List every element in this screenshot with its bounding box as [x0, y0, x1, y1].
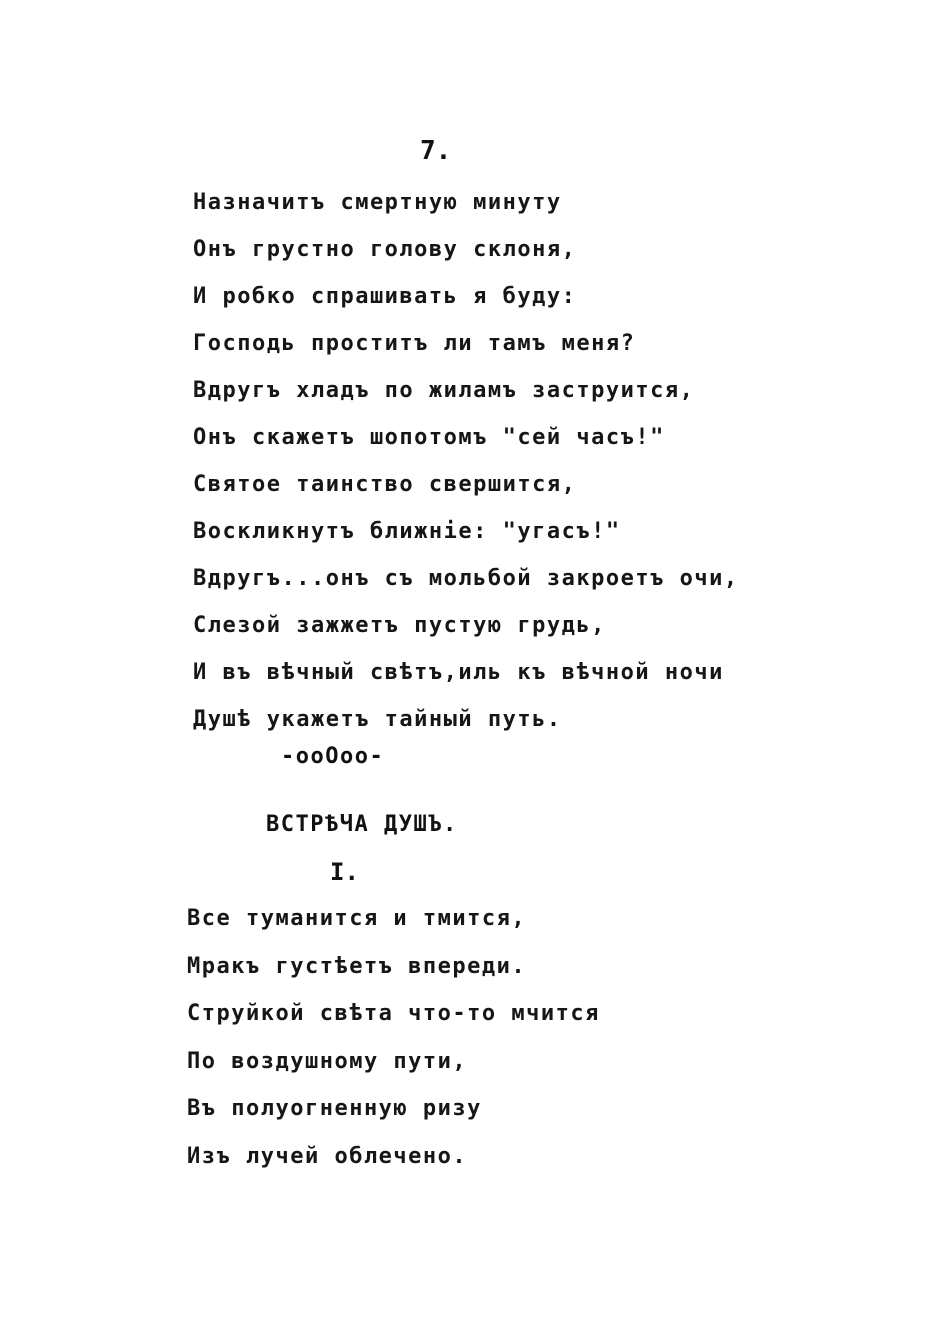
poem-line: Онъ грустно голову склоня,: [193, 237, 577, 262]
poem-line: Вдругъ...онъ съ мольбой закроетъ очи,: [193, 566, 739, 591]
section-separator: -ооОоо-: [281, 744, 385, 769]
page-number: 7.: [420, 136, 452, 166]
poem-line: Изъ лучей облечено.: [187, 1143, 468, 1169]
poem-line: Назначитъ смертную минуту: [193, 190, 562, 215]
section-numeral: I.: [330, 858, 359, 886]
poem-line: И робко спрашивать я буду:: [193, 284, 577, 309]
poem-line: Господь проститъ ли тамъ меня?: [193, 331, 636, 356]
poem-line: Струйкой свѣта что-то мчится: [187, 1001, 600, 1026]
section-title: ВСТРѢЧА ДУШЪ.: [266, 812, 458, 837]
poem-line: Душѣ укажетъ тайный путь.: [193, 707, 562, 732]
poem-line: Воскликнутъ ближніе: "угасъ!": [193, 519, 621, 544]
poem-line: Все туманится и тмится,: [187, 906, 527, 931]
poem-line: И въ вѣчный свѣтъ,иль къ вѣчной ночи: [193, 660, 724, 685]
poem-line: По воздушному пути,: [187, 1048, 468, 1074]
poem-stanza: [187, 902, 600, 1187]
poem-line: Святое таинство свершится,: [193, 472, 577, 497]
poem-line: Въ полуогненную ризу: [187, 1096, 482, 1121]
poem-line: Онъ скажетъ шопотомъ "сей часъ!": [193, 425, 665, 450]
poem-line: Вдругъ хладъ по жиламъ заструится,: [193, 378, 695, 403]
poem-line: Мракъ густѣетъ впереди.: [187, 953, 527, 979]
poem-stanza: [193, 186, 739, 750]
poem-line: Слезой зажжетъ пустую грудь,: [193, 613, 606, 638]
